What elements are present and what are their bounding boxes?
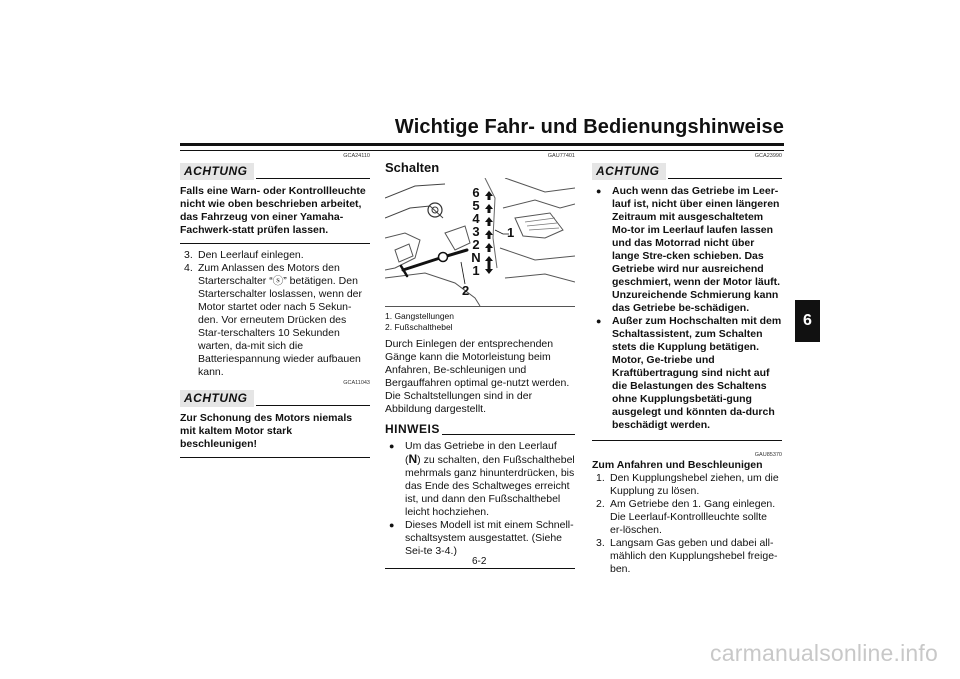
step-text: Den Leerlauf einlegen. bbox=[198, 249, 304, 261]
note-bullets bbox=[389, 440, 575, 558]
column-2 bbox=[385, 152, 575, 574]
header-rule bbox=[180, 143, 784, 146]
step-number: 2. bbox=[596, 498, 605, 510]
page-number: 6-2 bbox=[472, 556, 487, 567]
gear-label: N bbox=[471, 250, 481, 265]
section-title: Schalten bbox=[385, 160, 440, 175]
list-item bbox=[184, 249, 370, 262]
step-text: Zum Anlassen des Motors den Starterschalter “ⓢ” betätigen. Den Starterschalter loslassen, wenn der Motor startet oder nach 5 Sekun-den. Vor erneutem Drücken des Star-terschalters 10 Sekunden warten, da-mit sich die Batteriespannung wieder aufbauen kann. bbox=[198, 262, 362, 378]
page-title: Wichtige Fahr- und Bedienungshinweise bbox=[394, 116, 784, 138]
warning-heading bbox=[180, 160, 370, 180]
gear-position-labels bbox=[470, 186, 482, 277]
list-item bbox=[596, 315, 782, 432]
warning-end-rule bbox=[180, 457, 370, 458]
list-item bbox=[389, 519, 575, 558]
step-list bbox=[596, 472, 782, 576]
step-list bbox=[184, 249, 370, 379]
bullet-icon: ● bbox=[596, 186, 602, 196]
list-item bbox=[184, 262, 370, 379]
warning-end-rule bbox=[592, 440, 782, 441]
gear-shift-figure bbox=[385, 178, 575, 306]
note-end-rule bbox=[385, 568, 575, 569]
bullet-text: Dieses Modell ist mit einem Schnell-schaltsystem ausgestattet. (Siehe Sei-te 3-4.) bbox=[405, 519, 574, 557]
gear-label: 1 bbox=[472, 263, 480, 278]
page-header bbox=[180, 116, 784, 146]
warning-text: Zur Schonung des Motors niemals mit kaltem Motor stark beschleunigen! bbox=[180, 412, 353, 450]
note-heading bbox=[385, 420, 575, 436]
caption: 1. Gangstellungen bbox=[385, 311, 454, 321]
bullet-icon: ● bbox=[389, 441, 395, 451]
step-text: Langsam Gas geben und dabei all-mählich den Kupplungshebel freige-ben. bbox=[610, 537, 778, 575]
warning-bullets bbox=[596, 185, 782, 432]
step-number: 4. bbox=[184, 262, 193, 274]
warning-label: ACHTUNG bbox=[592, 163, 666, 180]
note-heading-rule bbox=[442, 434, 575, 435]
figure-captions bbox=[385, 311, 575, 333]
reference-code: GCA11043 bbox=[343, 380, 370, 386]
watermark: carmanualsonline.info bbox=[710, 640, 938, 666]
gear-label: 2 bbox=[472, 237, 480, 252]
reference-code: GAU77401 bbox=[547, 153, 575, 159]
body-text: Durch Einlegen der entsprechenden Gänge kann die Motorleistung beim Anfahren, Be-schleunigen und Bergauffahren optimal ge-nutzt werden. Die Schaltstellungen sind in der Abbildung dargestellt. bbox=[385, 338, 570, 415]
bullet-text bbox=[405, 440, 575, 519]
bullet-text: Außer zum Hochschalten mit dem Schaltassistent, zum Schalten stets die Kupplung betätigen. Motor, Ge-triebe und Kraftübertragung sind nicht auf die Belastungen des Schaltens ohne Kupplungsbetäti-gung ausgelegt und könnten da-durch beschädigt werden. bbox=[612, 315, 782, 431]
reference-code: GAU85370 bbox=[754, 452, 782, 458]
list-item bbox=[596, 498, 782, 537]
bullet-icon: ● bbox=[596, 316, 602, 326]
gear-label: 3 bbox=[472, 224, 480, 239]
subsection-title: Zum Anfahren und Beschleunigen bbox=[592, 459, 763, 471]
list-item bbox=[596, 537, 782, 576]
warning-text: Falls eine Warn- oder Kontrollleuchte nicht wie oben beschrieben arbeitet, das Fahrzeug von einer Yamaha-Fachwerk-statt prüfen lassen. bbox=[180, 185, 366, 236]
chapter-tab: 6 bbox=[795, 300, 820, 342]
warning-heading-rule bbox=[256, 178, 371, 179]
warning-heading-rule bbox=[256, 405, 371, 406]
neutral-n-icon: N bbox=[408, 452, 418, 466]
figure-callout: 1 bbox=[507, 225, 515, 240]
bullet-icon: ● bbox=[389, 520, 395, 530]
list-item bbox=[389, 440, 575, 519]
list-item bbox=[596, 185, 782, 315]
gear-label: 4 bbox=[472, 211, 480, 226]
header-rule-thin bbox=[180, 150, 784, 151]
bullet-text-part: ) zu schalten, den Fußschalthebel mehrmals ganz hinunterdrücken, bis das Ende des Schaltweges erreicht ist, und dann den Fußschalthebel leicht hochziehen. bbox=[405, 454, 575, 518]
step-number: 1. bbox=[596, 472, 605, 484]
reference-code: GCA23990 bbox=[754, 153, 782, 159]
warning-end-rule bbox=[180, 243, 370, 244]
figure-callout: 2 bbox=[462, 283, 470, 298]
bullet-text: Auch wenn das Getriebe im Leer-lauf ist, nicht über einen längeren Zeitraum mit ausgeschaltetem Mo-tor im Leerlauf laufen lassen und das Motorrad nicht über lange Stre-cken schieben. Das Getriebe wird nur ausreichend geschmiert, wenn der Motor läuft. Unzureichende Schmierung kann das Getriebe be-schädigen. bbox=[612, 185, 781, 314]
warning-heading bbox=[592, 160, 782, 180]
step-text: Am Getriebe den 1. Gang einlegen. Die Leerlauf-Kontrollleuchte sollte er-löschen. bbox=[610, 498, 776, 536]
figure-rule bbox=[385, 306, 575, 307]
note-label: HINWEIS bbox=[385, 422, 440, 436]
gear-label: 5 bbox=[472, 198, 480, 213]
warning-heading bbox=[180, 387, 370, 407]
warning-label: ACHTUNG bbox=[180, 390, 254, 407]
column-3 bbox=[592, 152, 782, 576]
list-item bbox=[596, 472, 782, 498]
caption: 2. Fußschalthebel bbox=[385, 322, 453, 332]
warning-heading-rule bbox=[668, 178, 783, 179]
reference-code: GCA24110 bbox=[343, 153, 370, 159]
bullet-text-part: Um das Getriebe in den Leerlauf ( bbox=[405, 440, 557, 466]
step-number: 3. bbox=[596, 537, 605, 549]
column-1 bbox=[180, 152, 370, 463]
step-text: Den Kupplungshebel ziehen, um die Kupplung zu lösen. bbox=[610, 472, 779, 497]
step-number: 3. bbox=[184, 249, 193, 261]
warning-label: ACHTUNG bbox=[180, 163, 254, 180]
gear-label: 6 bbox=[472, 185, 480, 200]
